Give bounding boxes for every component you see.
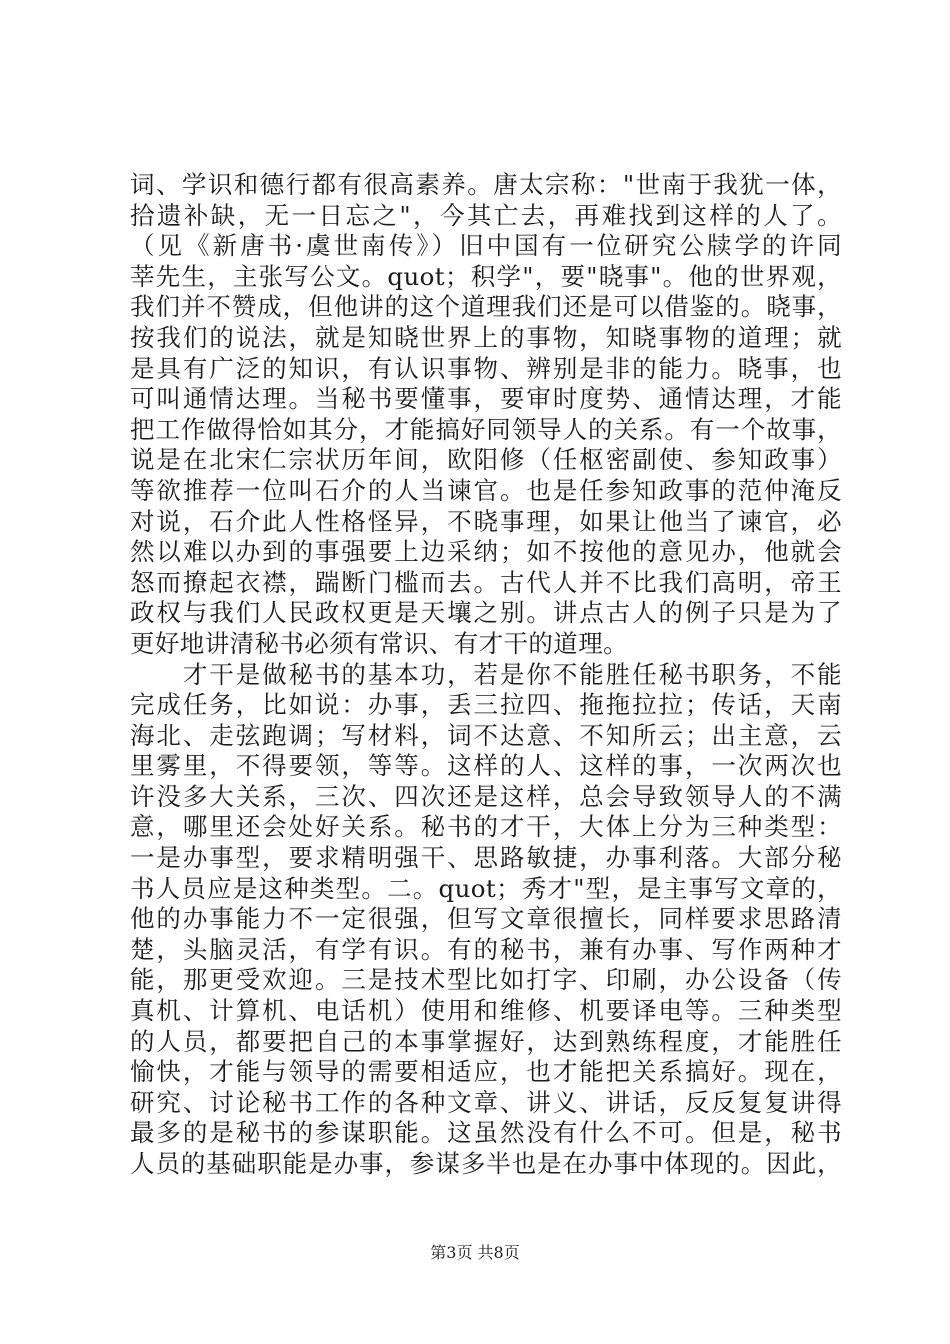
text-line: 等欲推荐一位叫石介的人当谏官。也是任参知政事的范仲淹反: [130, 475, 842, 505]
text-line: 莘先生，主张写公文。quot；积学"，要"晓事"。他的世界观，: [130, 261, 842, 291]
text-line: 我们并不赞成，但他讲的这个道理我们还是可以借鉴的。晓事，: [130, 292, 842, 322]
text-line: 许没多大关系，三次、四次还是这样，总会导致领导人的不满: [130, 781, 842, 811]
text-line: 是具有广泛的知识，有认识事物、辨别是非的能力。晓事，也: [130, 353, 842, 383]
text-line: 他的办事能力不一定很强，但写文章很擅长，同样要求思路清: [130, 904, 842, 934]
text-line: 楚，头脑灵活，有学有识。有的秘书，兼有办事、写作两种才: [130, 934, 842, 964]
text-line: 真机、计算机、电话机）使用和维修、机要译电等。三种类型: [130, 996, 842, 1026]
text-line: 对说，石介此人性格怪异，不晓事理，如果让他当了谏官，必: [130, 506, 842, 536]
text-line: 的人员，都要把自己的本事掌握好，达到熟练程度，才能胜任: [130, 1026, 842, 1056]
text-line: 拾遗补缺，无一日忘之"，今其亡去，再难找到这样的人了。: [130, 200, 842, 230]
text-line: 研究、讨论秘书工作的各种文章、讲义、讲话，反反复复讲得: [130, 1087, 842, 1117]
body-text: [130, 170, 842, 1180]
text-line: 然以难以办到的事强要上边采纳；如不按他的意见办，他就会: [130, 537, 842, 567]
paragraph-2: [130, 660, 842, 1180]
text-line: 词、学识和德行都有很高素养。唐太宗称："世南于我犹一体，: [130, 170, 842, 199]
text-line: 按我们的说法，就是知晓世界上的事物，知晓事物的道理；就: [130, 322, 842, 352]
text-line: 书人员应是这种类型。二。quot；秀才"型，是主事写文章的，: [130, 873, 842, 903]
page-footer: [0, 1240, 950, 1263]
page-number: 第3页 共8页: [430, 1243, 520, 1262]
text-line: 海北、走弦跑调；写材料，词不达意、不知所云；出主意，云: [130, 720, 842, 750]
text-line: 才干是做秘书的基本功，若是你不能胜任秘书职务，不能: [130, 659, 842, 689]
text-line: 把工作做得恰如其分，才能搞好同领导人的关系。有一个故事，: [130, 414, 842, 444]
text-line: （见《新唐书·虞世南传》）旧中国有一位研究公牍学的许同: [130, 231, 842, 261]
text-line: 意，哪里还会处好关系。秘书的才干，大体上分为三种类型：: [130, 812, 842, 842]
text-line: 完成任务，比如说：办事，丢三拉四、拖拖拉拉；传话，天南: [130, 690, 842, 720]
text-line: 怒而撩起衣襟，踹断门槛而去。古代人并不比我们高明，帝王: [130, 567, 842, 597]
text-line: 人员的基础职能是办事，参谋多半也是在办事中体现的。因此，: [130, 1149, 842, 1178]
text-line: 一是办事型，要求精明强干、思路敏捷，办事利落。大部分秘: [130, 843, 842, 873]
text-line: 更好地讲清秘书必须有常识、有才干的道理。: [130, 628, 628, 658]
paragraph-1: [130, 170, 842, 660]
text-line: 说是在北宋仁宗状历年间，欧阳修（任枢密副使、参知政事）: [130, 445, 842, 475]
text-line: 可叫通情达理。当秘书要懂事，要审时度势、通情达理，才能: [130, 384, 842, 414]
text-line: 最多的是秘书的参谋职能。这虽然没有什么不可。但是，秘书: [130, 1118, 842, 1148]
text-line: 里雾里，不得要领，等等。这样的人、这样的事，一次两次也: [130, 751, 842, 781]
text-line: 愉快，才能与领导的需要相适应，也才能把关系搞好。现在，: [130, 1057, 842, 1087]
text-line: 政权与我们人民政权更是天壤之别。讲点古人的例子只是为了: [130, 598, 842, 628]
text-line: 能，那更受欢迎。三是技术型比如打字、印刷，办公设备（传: [130, 965, 842, 995]
